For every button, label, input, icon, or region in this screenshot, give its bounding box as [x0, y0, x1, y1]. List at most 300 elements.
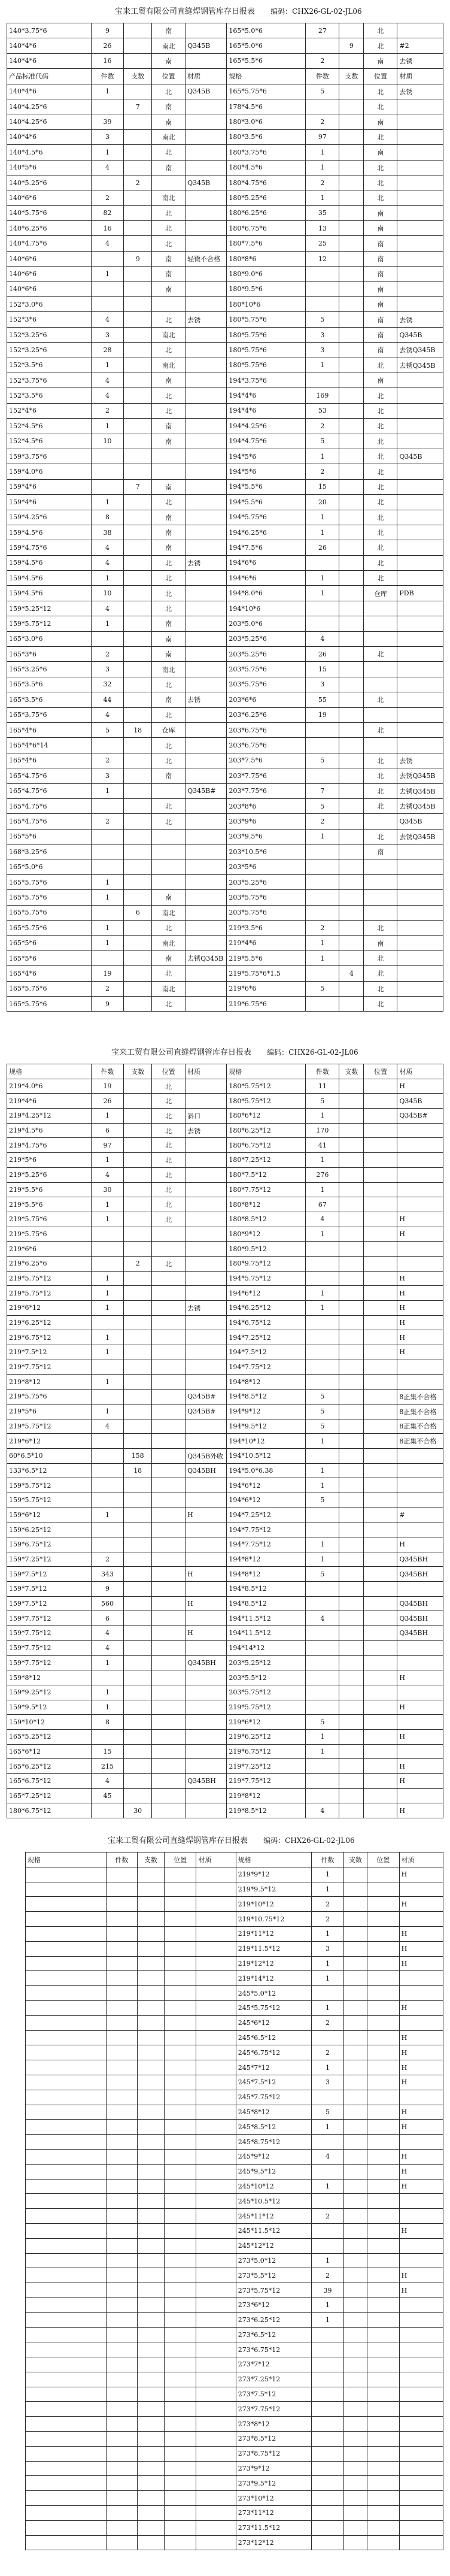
- cell-left-spec: 159*9.5*12: [7, 1700, 92, 1715]
- cell-left-material: [196, 2120, 236, 2135]
- cell-left-count: [124, 1123, 152, 1138]
- cell-right-spec: 203*5.75*6: [227, 662, 306, 677]
- cell-right-material: [397, 921, 443, 936]
- cell-left-location: [164, 2327, 196, 2342]
- cell-left-location: [164, 2461, 196, 2476]
- cell-right-pieces: [306, 281, 339, 296]
- cell-left-pieces: [106, 2357, 137, 2372]
- cell-left-material: [186, 1537, 227, 1552]
- cell-right-count: [339, 905, 364, 920]
- cell-left-spec: 165*3.5*6: [7, 677, 92, 692]
- cell-right-spec: 194*5.5*6: [227, 479, 306, 494]
- cell-right-pieces: 2: [306, 419, 339, 434]
- cell-right-count: [339, 1582, 364, 1597]
- cell-right-location: [367, 2535, 399, 2550]
- table-row: [7, 586, 443, 601]
- cell-right-material: H: [397, 1729, 443, 1744]
- header-right-location: 位置: [364, 69, 397, 84]
- cell-right-count: [339, 1212, 364, 1227]
- cell-left-count: [124, 951, 152, 965]
- cell-right-count: [339, 1700, 364, 1715]
- cell-left-pieces: [106, 2194, 137, 2209]
- cell-right-pieces: 2: [312, 2268, 344, 2283]
- cell-left-material: [186, 936, 227, 951]
- cell-left-count: [124, 53, 152, 68]
- cell-right-location: [367, 1882, 399, 1897]
- cell-right-location: 北: [364, 722, 397, 737]
- cell-left-location: 北: [152, 601, 186, 616]
- cell-right-material: 去锈Q345B: [397, 358, 443, 373]
- cell-left-spec: 219*6*6: [7, 1242, 92, 1257]
- cell-left-spec: 219*5.75*12: [7, 1286, 92, 1301]
- cell-right-pieces: 5: [306, 1493, 339, 1508]
- cell-left-location: [152, 1463, 186, 1478]
- cell-right-count: [339, 1182, 364, 1197]
- cell-left-material: [186, 1640, 227, 1655]
- cell-left-material: [186, 814, 227, 829]
- cell-right-pieces: 5: [306, 1094, 339, 1109]
- table-row: [7, 419, 443, 434]
- report-page-1: [0, 2, 450, 1012]
- cell-right-count: [339, 1301, 364, 1316]
- cell-right-spec: 194*8.5*12: [227, 1582, 306, 1597]
- cell-right-location: [367, 2476, 399, 2491]
- cell-left-spec: 165*6.75*12: [7, 1774, 92, 1789]
- cell-left-spec: 165*5.75*6: [7, 921, 92, 936]
- cell-left-count: [124, 1079, 152, 1094]
- cell-left-count: [124, 464, 152, 479]
- cell-left-location: [164, 1882, 196, 1897]
- cell-right-count: [343, 2030, 367, 2045]
- cell-right-count: [339, 1242, 364, 1257]
- cell-left-material: Q345B: [186, 38, 227, 53]
- cell-right-count: [339, 1715, 364, 1730]
- cell-right-pieces: [312, 2520, 344, 2535]
- cell-right-location: [364, 738, 397, 753]
- cell-left-material: [186, 205, 227, 220]
- cell-left-spec: [26, 2342, 107, 2357]
- header-left-material: 材质: [186, 69, 227, 84]
- cell-left-count: [124, 1434, 152, 1449]
- cell-left-pieces: [91, 1478, 124, 1493]
- cell-right-pieces: 2: [312, 1897, 344, 1912]
- cell-right-pieces: [312, 2194, 344, 2209]
- cell-right-spec: 219*7.75*12: [227, 1774, 306, 1789]
- cell-left-spec: 219*6.25*6: [7, 1256, 92, 1271]
- cell-left-spec: 159*4.25*6: [7, 510, 92, 525]
- cell-right-count: [339, 221, 364, 236]
- cell-left-count: [124, 1729, 152, 1744]
- cell-left-pieces: [91, 844, 124, 859]
- cell-left-material: [186, 510, 227, 525]
- cell-right-location: 南: [364, 251, 397, 266]
- table-row: [7, 38, 443, 53]
- cell-right-spec: 245*11*12: [236, 2209, 311, 2224]
- cell-right-pieces: 11: [306, 1079, 339, 1094]
- cell-right-location: [364, 859, 397, 874]
- cell-right-pieces: [312, 2402, 344, 2417]
- table-row: [7, 53, 443, 68]
- cell-left-material: [196, 2045, 236, 2060]
- cell-left-material: Q345B: [186, 84, 227, 99]
- cell-left-material: [186, 921, 227, 936]
- cell-right-location: 北: [364, 951, 397, 965]
- cell-left-pieces: [106, 1926, 137, 1941]
- report-title: 宝来工贸有限公司直缝焊钢管库存日报表: [108, 1836, 248, 1845]
- cell-left-location: 北: [152, 1109, 186, 1124]
- cell-right-pieces: [306, 859, 339, 874]
- cell-right-count: 9: [339, 38, 364, 53]
- cell-right-material: [399, 2015, 443, 2030]
- table-row: [7, 1109, 443, 1124]
- cell-right-spec: 273*7.75*12: [236, 2402, 311, 2417]
- cell-left-location: 南: [152, 510, 186, 525]
- cell-right-location: [367, 2090, 399, 2105]
- cell-right-material: Q345BH: [397, 1611, 443, 1626]
- cell-left-pieces: 4: [91, 1167, 124, 1182]
- cell-right-material: [399, 2238, 443, 2253]
- cell-right-location: [364, 1390, 397, 1404]
- cell-left-spec: [26, 2090, 107, 2105]
- cell-left-spec: [26, 2387, 107, 2402]
- cell-right-pieces: 1: [306, 1744, 339, 1759]
- table-row: [7, 738, 443, 753]
- cell-left-location: 南北: [152, 662, 186, 677]
- cell-left-spec: 152*3*6: [7, 312, 92, 327]
- cell-right-location: [367, 2045, 399, 2060]
- cell-left-location: [152, 844, 186, 859]
- cell-left-location: [164, 2520, 196, 2535]
- cell-right-material: [397, 1167, 443, 1182]
- cell-left-count: [124, 1744, 152, 1759]
- cell-left-spec: 159*7.25*12: [7, 1552, 92, 1567]
- cell-left-count: [124, 1478, 152, 1493]
- cell-right-count: [339, 1138, 364, 1153]
- cell-left-pieces: 10: [91, 434, 124, 449]
- cell-right-count: [343, 2417, 367, 2432]
- cell-right-spec: 219*6.75*6: [227, 997, 306, 1012]
- cell-right-pieces: [306, 1685, 339, 1700]
- table-row: [26, 2120, 443, 2135]
- cell-right-pieces: 3: [312, 1941, 344, 1956]
- cell-left-location: 北: [152, 1153, 186, 1168]
- cell-right-location: [364, 1640, 397, 1655]
- cell-right-spec: 203*7.75*6: [227, 768, 306, 783]
- cell-left-material: [186, 434, 227, 449]
- cell-right-count: [339, 798, 364, 813]
- cell-left-location: [164, 2135, 196, 2150]
- cell-left-spec: 152*3.0*6: [7, 297, 92, 312]
- cell-right-pieces: [306, 997, 339, 1012]
- cell-right-spec: 180*5.75*12: [227, 1079, 306, 1094]
- cell-left-spec: [26, 2432, 107, 2447]
- cell-left-material: 轻微不合格: [186, 251, 227, 266]
- cell-left-count: [138, 2105, 165, 2120]
- cell-left-location: 北: [152, 1123, 186, 1138]
- cell-right-count: [339, 1640, 364, 1655]
- cell-right-material: [399, 2461, 443, 2476]
- cell-left-location: [164, 2149, 196, 2164]
- cell-right-pieces: [306, 738, 339, 753]
- cell-right-spec: 194*6.75*12: [227, 1315, 306, 1330]
- cell-left-pieces: [106, 2297, 137, 2312]
- cell-right-count: [339, 1774, 364, 1789]
- cell-right-location: [364, 1522, 397, 1537]
- cell-left-material: [186, 571, 227, 586]
- cell-left-location: 仓库: [152, 722, 186, 737]
- cell-right-count: [339, 707, 364, 722]
- cell-left-location: [164, 2417, 196, 2432]
- cell-left-location: 南: [152, 373, 186, 388]
- cell-left-spec: 152*3.25*6: [7, 327, 92, 342]
- cell-left-pieces: [91, 631, 124, 646]
- cell-right-spec: 245*8*12: [236, 2105, 311, 2120]
- cell-right-count: [339, 921, 364, 936]
- cell-right-pieces: 97: [306, 129, 339, 144]
- cell-left-material: [186, 753, 227, 768]
- cell-right-spec: 180*9.75*12: [227, 1256, 306, 1271]
- cell-left-count: [124, 707, 152, 722]
- cell-left-material: [186, 1729, 227, 1744]
- cell-left-material: [196, 1882, 236, 1897]
- cell-right-spec: 180*5.75*6: [227, 358, 306, 373]
- cell-left-pieces: [91, 951, 124, 965]
- cell-left-pieces: [91, 1360, 124, 1375]
- cell-right-count: [339, 1611, 364, 1626]
- cell-left-spec: [26, 2491, 107, 2506]
- cell-right-material: [397, 1493, 443, 1508]
- cell-right-spec: 245*6.75*12: [236, 2045, 311, 2060]
- cell-left-location: 北: [152, 205, 186, 220]
- cell-right-location: 北: [364, 419, 397, 434]
- cell-right-location: [364, 1803, 397, 1818]
- cell-right-material: H: [399, 2268, 443, 2283]
- cell-left-count: [138, 2461, 165, 2476]
- cell-left-pieces: 16: [91, 221, 124, 236]
- cell-left-material: Q345BH: [186, 1655, 227, 1670]
- table-row: [7, 1685, 443, 1700]
- cell-right-pieces: 2: [312, 2015, 344, 2030]
- cell-left-location: [164, 2223, 196, 2238]
- table-row: [26, 2223, 443, 2238]
- cell-right-spec: 245*6.5*12: [236, 2030, 311, 2045]
- cell-right-location: 北: [364, 981, 397, 996]
- cell-right-pieces: [312, 2342, 344, 2357]
- cell-left-material: 去锈: [186, 1301, 227, 1316]
- cell-left-spec: 159*4.5*6: [7, 525, 92, 540]
- cell-left-count: [138, 2209, 165, 2224]
- cell-right-count: [343, 2372, 367, 2387]
- table-row: [7, 1286, 443, 1301]
- header-left-count: 支数: [124, 69, 152, 84]
- cell-left-spec: 219*6.25*12: [7, 1315, 92, 1330]
- cell-left-spec: 159*7.5*12: [7, 1567, 92, 1582]
- cell-left-location: [152, 1729, 186, 1744]
- table-row: [7, 251, 443, 266]
- cell-left-count: [138, 2342, 165, 2357]
- cell-left-pieces: 1: [91, 1700, 124, 1715]
- cell-right-count: [339, 1759, 364, 1774]
- cell-right-count: [339, 768, 364, 783]
- table-row: [7, 373, 443, 388]
- cell-left-count: [138, 2283, 165, 2298]
- cell-right-spec: 180*9*12: [227, 1227, 306, 1242]
- cell-left-count: [124, 388, 152, 403]
- cell-right-count: [339, 464, 364, 479]
- cell-right-spec: 194*4*6: [227, 388, 306, 403]
- cell-right-count: [343, 2090, 367, 2105]
- header-right-spec: 规格: [227, 69, 306, 84]
- cell-left-material: [186, 540, 227, 555]
- cell-right-material: 去锈Q345B: [397, 768, 443, 783]
- cell-left-location: [152, 1700, 186, 1715]
- cell-left-pieces: 8: [91, 1715, 124, 1730]
- cell-right-material: [397, 23, 443, 38]
- cell-right-pieces: 1: [306, 1227, 339, 1242]
- cell-left-count: [124, 343, 152, 358]
- cell-right-material: 去锈: [397, 312, 443, 327]
- cell-right-spec: 178*4.5*6: [227, 99, 306, 114]
- cell-right-spec: 273*6.5*12: [236, 2327, 311, 2342]
- header-left-material: 材质: [186, 1064, 227, 1079]
- cell-left-material: [186, 586, 227, 601]
- cell-right-count: [339, 23, 364, 38]
- cell-right-spec: 194*6.25*6: [227, 525, 306, 540]
- table-row: [7, 23, 443, 38]
- cell-right-pieces: 1: [306, 829, 339, 844]
- cell-left-count: [124, 677, 152, 692]
- cell-right-count: [339, 951, 364, 965]
- cell-right-material: 8正集不合格: [397, 1419, 443, 1434]
- cell-left-material: [186, 419, 227, 434]
- table-row: [7, 890, 443, 905]
- cell-left-location: 北: [152, 1138, 186, 1153]
- cell-left-count: [138, 2535, 165, 2550]
- cell-right-location: [364, 1567, 397, 1582]
- cell-left-material: [186, 114, 227, 129]
- cell-left-location: [164, 1912, 196, 1927]
- cell-left-spec: [26, 2417, 107, 2432]
- cell-right-location: [367, 2209, 399, 2224]
- cell-right-material: [397, 1478, 443, 1493]
- cell-right-pieces: 276: [306, 1167, 339, 1182]
- cell-right-material: [397, 1788, 443, 1803]
- cell-left-spec: 159*5.75*12: [7, 1478, 92, 1493]
- cell-right-location: 北: [364, 190, 397, 205]
- cell-right-spec: 203*5.75*12: [227, 1685, 306, 1700]
- cell-left-location: [164, 2372, 196, 2387]
- cell-left-spec: 165*5.75*6: [7, 905, 92, 920]
- cell-right-spec: 203*5.75*6: [227, 890, 306, 905]
- table-row: [7, 388, 443, 403]
- cell-left-count: [124, 205, 152, 220]
- cell-left-count: [124, 1685, 152, 1700]
- cell-left-material: [186, 1315, 227, 1330]
- cell-right-count: [339, 662, 364, 677]
- cell-right-spec: 273*5.75*12: [236, 2283, 311, 2298]
- cell-left-material: [186, 966, 227, 981]
- cell-right-count: 4: [339, 966, 364, 981]
- cell-left-location: [152, 1360, 186, 1375]
- cell-left-spec: 165*4*6: [7, 722, 92, 737]
- cell-right-spec: 180*6.75*12: [227, 1138, 306, 1153]
- cell-left-spec: 159*7.75*12: [7, 1611, 92, 1626]
- cell-right-pieces: [306, 1700, 339, 1715]
- cell-left-count: [124, 1182, 152, 1197]
- cell-left-material: [186, 1079, 227, 1094]
- cell-left-count: [124, 358, 152, 373]
- cell-right-material: 8正集不合格: [397, 1404, 443, 1419]
- cell-right-pieces: [306, 601, 339, 616]
- cell-left-count: [124, 981, 152, 996]
- cell-left-location: [164, 2015, 196, 2030]
- cell-left-material: [196, 2090, 236, 2105]
- cell-right-material: [397, 1522, 443, 1537]
- cell-left-material: [186, 53, 227, 68]
- table-row: [26, 2342, 443, 2357]
- cell-right-material: [397, 114, 443, 129]
- cell-left-spec: 165*4.75*6: [7, 798, 92, 813]
- cell-left-count: [138, 2402, 165, 2417]
- cell-right-pieces: [306, 890, 339, 905]
- cell-left-pieces: 4: [91, 312, 124, 327]
- cell-left-count: [138, 2238, 165, 2253]
- table-row: [7, 1094, 443, 1109]
- cell-right-material: [397, 571, 443, 586]
- cell-right-location: [364, 1182, 397, 1197]
- cell-left-spec: [26, 2461, 107, 2476]
- cell-left-pieces: [106, 2045, 137, 2060]
- cell-right-material: 去锈: [397, 53, 443, 68]
- cell-left-location: 南: [152, 99, 186, 114]
- cell-left-spec: 140*3.75*6: [7, 23, 92, 38]
- cell-right-location: [364, 1256, 397, 1271]
- cell-left-material: [186, 449, 227, 464]
- cell-right-spec: 194*5.75*6: [227, 510, 306, 525]
- cell-left-pieces: 26: [91, 38, 124, 53]
- cell-left-location: 南: [152, 160, 186, 175]
- cell-left-pieces: [106, 2432, 137, 2447]
- cell-right-count: [343, 2149, 367, 2164]
- cell-right-spec: 180*5.25*6: [227, 190, 306, 205]
- cell-right-count: [339, 1227, 364, 1242]
- table-row: [7, 145, 443, 160]
- cell-left-spec: 219*5.5*6: [7, 1197, 92, 1212]
- cell-left-pieces: [106, 2075, 137, 2090]
- cell-left-location: 北: [152, 1212, 186, 1227]
- cell-right-location: [364, 1301, 397, 1316]
- cell-right-material: Q345BH: [397, 1552, 443, 1567]
- cell-left-material: [186, 343, 227, 358]
- cell-right-material: H: [397, 1079, 443, 1094]
- cell-left-material: [186, 616, 227, 631]
- cell-right-count: [343, 1986, 367, 2001]
- cell-right-count: [339, 99, 364, 114]
- cell-right-location: 北: [364, 160, 397, 175]
- cell-left-material: [186, 874, 227, 889]
- cell-left-material: [186, 738, 227, 753]
- cell-left-pieces: [91, 1493, 124, 1508]
- table-row: [7, 1197, 443, 1212]
- cell-left-count: [138, 2297, 165, 2312]
- table-row: [26, 2312, 443, 2327]
- cell-right-spec: 219*14*12: [236, 1971, 311, 1986]
- cell-right-location: [364, 1611, 397, 1626]
- cell-right-pieces: [306, 905, 339, 920]
- cell-left-pieces: 4: [91, 236, 124, 251]
- table-row: [26, 1867, 443, 1882]
- cell-left-count: [138, 2268, 165, 2283]
